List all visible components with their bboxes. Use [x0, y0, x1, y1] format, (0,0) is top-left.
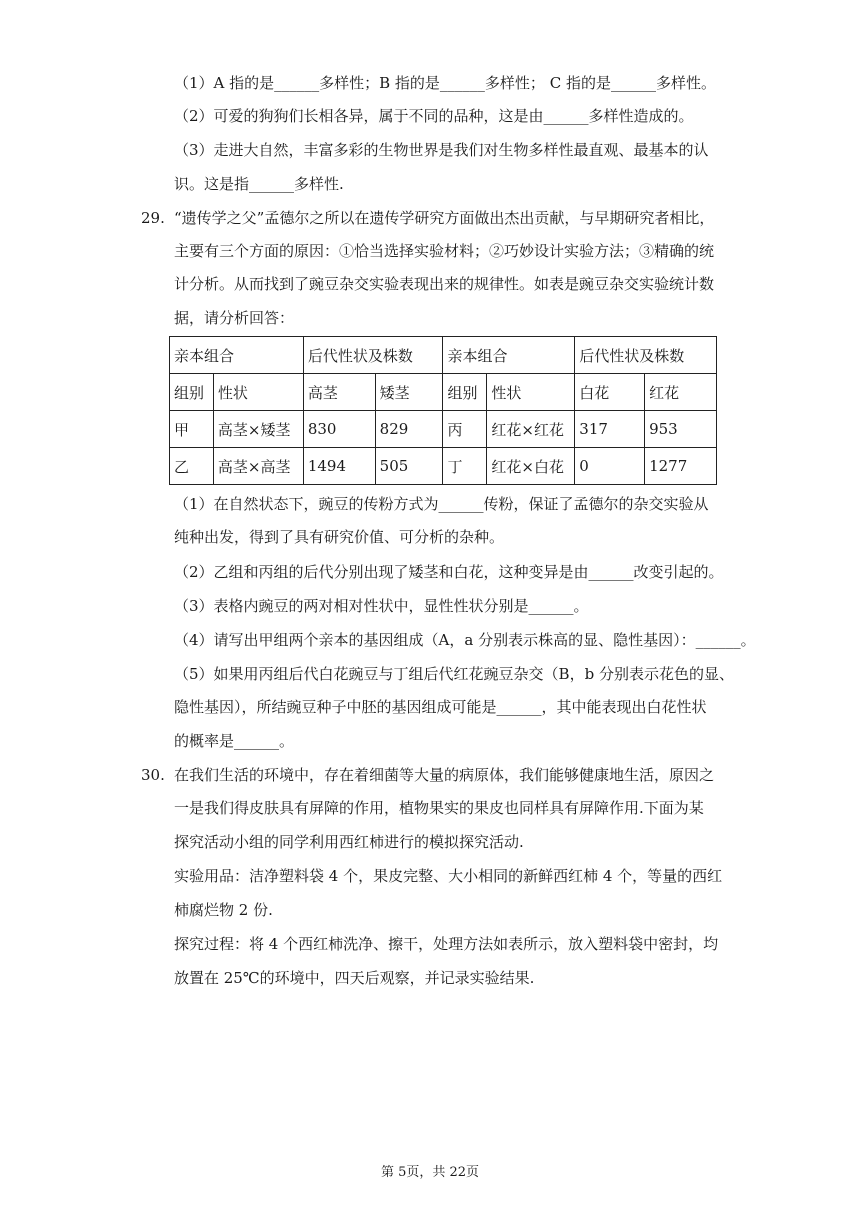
table-header-row	[170, 337, 717, 374]
q30-number: 30.	[141, 766, 165, 784]
table-cell: 829	[375, 411, 443, 448]
table-cell: 0	[575, 448, 645, 485]
q28-part3-line1: （3）走进大自然，丰富多彩的生物世界是我们对生物多样性最直观、最基本的认	[174, 141, 709, 159]
table-header-cell: 亲本组合	[443, 337, 575, 374]
q29-intro-line1: “遗传学之父”孟德尔之所以在遗传学研究方面做出杰出贡献，与早期研究者相比，	[174, 209, 715, 227]
table-header-cell: 红花	[645, 374, 717, 411]
page-footer: 第 5页，共 22页	[380, 1165, 480, 1180]
table-cell: 高茎×高茎	[213, 448, 303, 485]
q29-sub5-line1: （5）如果用丙组后代白花豌豆与丁组后代红花豌豆杂交（B，b 分别表示花色的显、	[174, 665, 734, 683]
table-cell: 1494	[303, 448, 375, 485]
table-cell: 甲	[170, 411, 214, 448]
q28-part2: （2）可爱的狗狗们长相各异，属于不同的品种，这是由______多样性造成的。	[174, 107, 694, 125]
q29-sub5-line3: 的概率是______。	[174, 732, 295, 750]
q30-line3: 探究活动小组的同学利用西红柿进行的模拟探究活动.	[174, 833, 524, 851]
q29-intro-line4: 据，请分析回答：	[174, 309, 295, 327]
table-header-cell: 白花	[575, 374, 645, 411]
q29-sub1-line1: （1）在自然状态下，豌豆的传粉方式为______传粉，保证了孟德尔的杂交实验从	[174, 495, 709, 513]
q30-line7: 放置在 25℃的环境中，四天后观察，并记录实验结果.	[174, 969, 535, 987]
table-cell: 丙	[443, 411, 487, 448]
table-cell: 红花×红花	[487, 411, 575, 448]
table-header-cell: 组别	[170, 374, 214, 411]
q30-line5: 柿腐烂物 2 份.	[174, 901, 273, 919]
table-cell: 红花×白花	[487, 448, 575, 485]
q29-sub2: （2）乙组和丙组的后代分别出现了矮茎和白花，这种变异是由______改变引起的。	[174, 563, 724, 581]
pea-cross-table	[169, 336, 717, 485]
q29-sub1-line2: 纯种出发，得到了具有研究价值、可分析的杂种。	[174, 528, 505, 546]
table-header-cell: 后代性状及株数	[575, 337, 717, 374]
table-cell: 高茎×矮茎	[213, 411, 303, 448]
table-row	[170, 448, 717, 485]
q30-line1: 在我们生活的环境中，存在着细菌等大量的病原体，我们能够健康地生活，原因之	[174, 766, 715, 784]
q28-part1: （1）A 指的是______多样性；B 指的是______多样性； C 指的是______多样性。	[174, 74, 716, 92]
table-cell: 953	[645, 411, 717, 448]
table-header-cell: 亲本组合	[170, 337, 304, 374]
q29-intro-line2: 主要有三个方面的原因：①恰当选择实验材料；②巧妙设计实验方法；③精确的统	[174, 242, 715, 260]
table-header-cell: 高茎	[303, 374, 375, 411]
table-header-cell: 后代性状及株数	[303, 337, 443, 374]
q30-line2: 一是我们得皮肤具有屏障的作用，植物果实的果皮也同样具有屏障作用.下面为某	[174, 799, 704, 817]
table-header-cell: 矮茎	[375, 374, 443, 411]
table-header-cell: 性状	[213, 374, 303, 411]
table-cell: 丁	[443, 448, 487, 485]
table-cell: 830	[303, 411, 375, 448]
q29-sub5-line2: 隐性基因），所结豌豆种子中胚的基因组成可能是______，其中能表现出白花性状	[174, 698, 707, 716]
table-row	[170, 411, 717, 448]
table-cell: 1277	[645, 448, 717, 485]
q29-sub4: （4）请写出甲组两个亲本的基因组成（A，a 分别表示株高的显、隐性基因）：______。	[174, 631, 756, 649]
table-header-cell: 组别	[443, 374, 487, 411]
table-cell: 乙	[170, 448, 214, 485]
q28-part3-line2: 识。这是指______多样性.	[174, 175, 344, 193]
q29-sub3: （3）表格内豌豆的两对相对性状中，显性性状分别是______。	[174, 597, 589, 615]
table-subheader-row	[170, 374, 717, 411]
table-cell: 505	[375, 448, 443, 485]
q29-intro-line3: 计分析。从而找到了豌豆杂交实验表现出来的规律性。如表是豌豆杂交实验统计数	[174, 275, 715, 293]
q29-number: 29.	[141, 209, 165, 227]
q30-line6: 探究过程：将 4 个西红柿洗净、擦干，处理方法如表所示，放入塑料袋中密封，均	[174, 935, 719, 953]
q30-line4: 实验用品：洁净塑料袋 4 个，果皮完整、大小相同的新鲜西红柿 4 个，等量的西红	[174, 867, 723, 885]
table-cell: 317	[575, 411, 645, 448]
table-header-cell: 性状	[487, 374, 575, 411]
